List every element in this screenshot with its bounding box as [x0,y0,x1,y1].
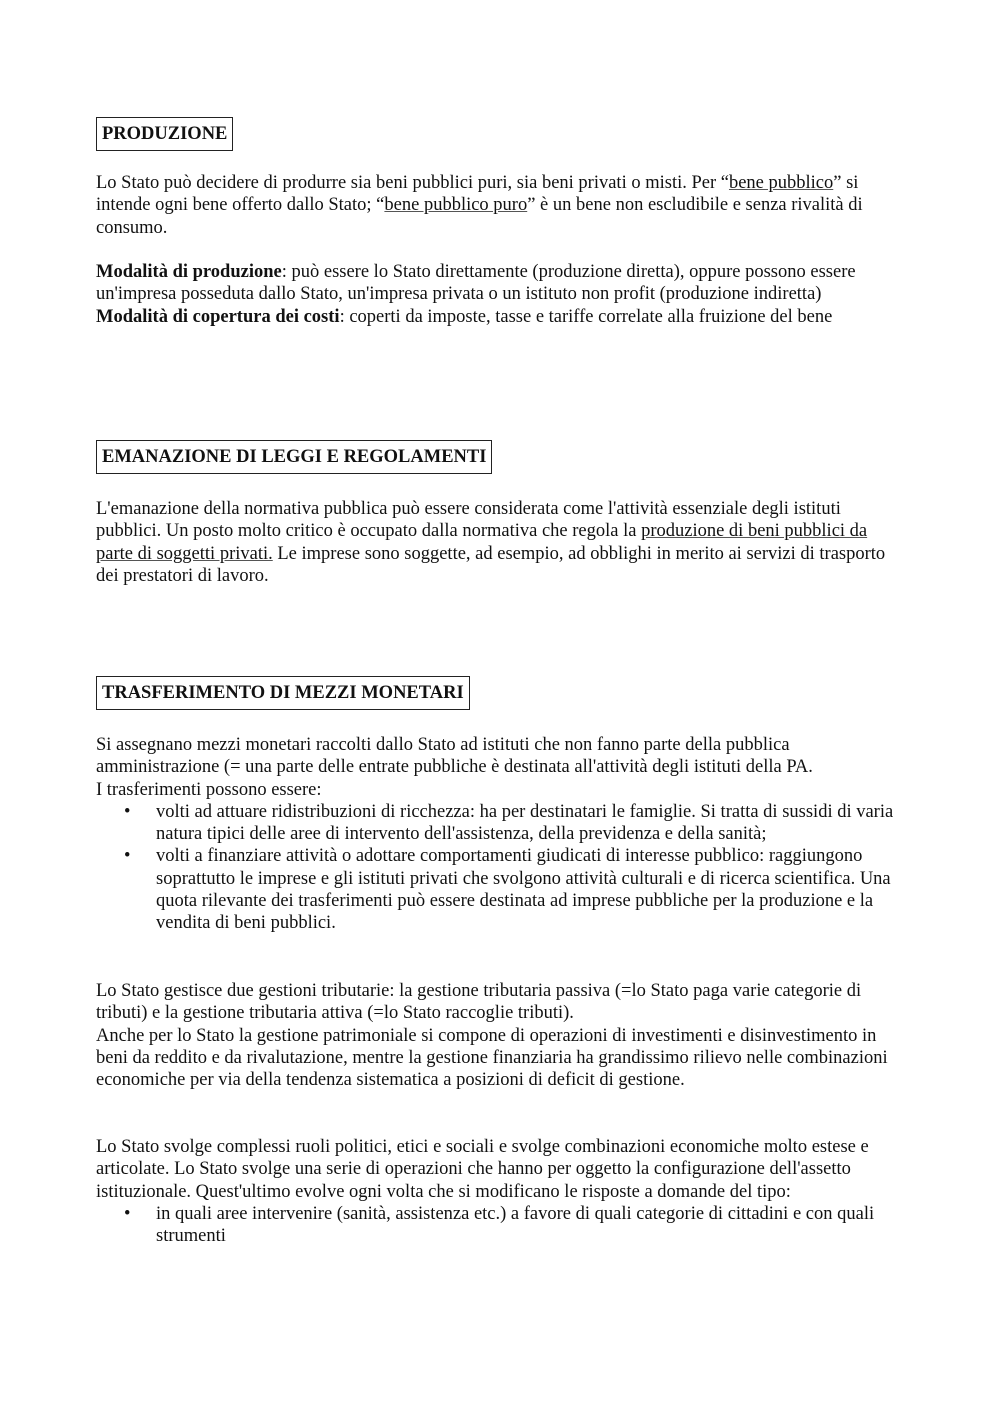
paragraph-emanazione [96,498,906,587]
bullet-list-domande [96,1203,906,1248]
text-run: : può essere lo Stato direttamente (produzione diretta), oppure possono essere un'impresa posseduta dallo Stato, un'impresa privata o un istituto non profit (produzione indiretta) [96,262,856,305]
text-paragraph: I trasferimenti possono essere: [96,779,322,800]
underlined-term-produzione-beni-pubblici: produzione di beni pubblici da parte di soggetti privati. [96,521,868,564]
text-run: ” si intende ogni bene offerto dallo Stato; “ [96,173,859,216]
paragraph-trasferimento [96,734,906,935]
text-run: : coperti da imposte, tasse e tariffe correlate alla fruizione del bene [339,306,833,327]
text-paragraph: Anche per lo Stato la gestione patrimoniale si compone di operazioni di investimenti e disinvestimento in beni da reddito e da rivalutazione, mentre la gestione finanziaria ha grandissimo rilievo nelle combinazioni economiche per via della tendenza sistematica a posizioni di deficit di gestione. [96,1025,888,1091]
bold-label: Modalità di copertura dei costi [96,306,340,327]
section-heading-produzione [96,117,233,151]
list-item: • volti a finanziare attività o adottare comportamenti giudicati di interesse pubblico: raggiungono soprattutto le imprese e gli istituti privati che svolgono attività culturali e di ricerca scientifica. Una quota rilevante dei trasferimenti può essere destinata ad imprese pubbliche per la produzione e la vendita di beni pubblici. [96,845,906,934]
paragraph-ruoli [96,1136,906,1247]
list-item: • in quali aree intervenire (sanità, assistenza etc.) a favore di quali categorie di cittadini e con quali strumenti [96,1203,906,1248]
section-heading-trasferimento [96,676,470,710]
paragraph-bene-pubblico [96,172,906,239]
text-paragraph: Si assegnano mezzi monetari raccolti dallo Stato ad istituti che non fanno parte della pubblica amministrazione (= una parte delle entrate pubbliche è destinata all'attività degli istituti della PA. [96,735,813,778]
underlined-term-bene-pubblico-puro: bene pubblico puro [384,195,528,216]
text-run: Le imprese sono soggette, ad esempio, ad obblighi in merito ai servizi di trasporto dei prestatori di lavoro. [96,543,886,586]
heading-text: TRASFERIMENTO DI MEZZI MONETARI [102,683,464,703]
section-heading-emanazione [96,440,492,474]
text-paragraph: Lo Stato gestisce due gestioni tributarie: la gestione tributaria passiva (=lo Stato paga varie categorie di tributi) e la gestione tributaria attiva (=lo Stato raccoglie tributi). [96,981,862,1024]
paragraph-gestioni [96,980,906,1091]
text-run: ” è un bene non escludibile e senza rivalità di consumo. [96,195,863,238]
bullet-list-trasferimenti [96,801,906,935]
text-run: Lo Stato può decidere di produrre sia beni pubblici puri, sia beni privati o misti. Per “ [96,173,729,193]
heading-text: EMANAZIONE DI LEGGI E REGOLAMENTI [102,447,487,467]
text-run: L'emanazione della normativa pubblica può essere considerata come l'attività essenziale degli istituti pubblici. Un posto molto critico è occupato dalla normativa che regola la [96,499,841,542]
paragraph-modalita-produzione [96,261,906,328]
underlined-term-bene-pubblico: bene pubblico [728,173,834,193]
bold-label: Modalità di produzione [96,262,282,282]
heading-text: PRODUZIONE [102,124,228,144]
list-item: • volti ad attuare ridistribuzioni di ricchezza: ha per destinatari le famiglie. Si tratta di sussidi di varia natura tipici delle aree di intervento dell'assistenza, della previdenza e della sanità; [96,801,906,846]
text-paragraph: Lo Stato svolge complessi ruoli politici, etici e sociali e svolge combinazioni economiche molto estese e articolate. Lo Stato svolge una serie di operazioni che hanno per oggetto la configurazione dell'assetto istituzionale. Quest'ultimo evolve ogni volta che si modificano le risposte a domande del tipo: [96,1137,869,1202]
